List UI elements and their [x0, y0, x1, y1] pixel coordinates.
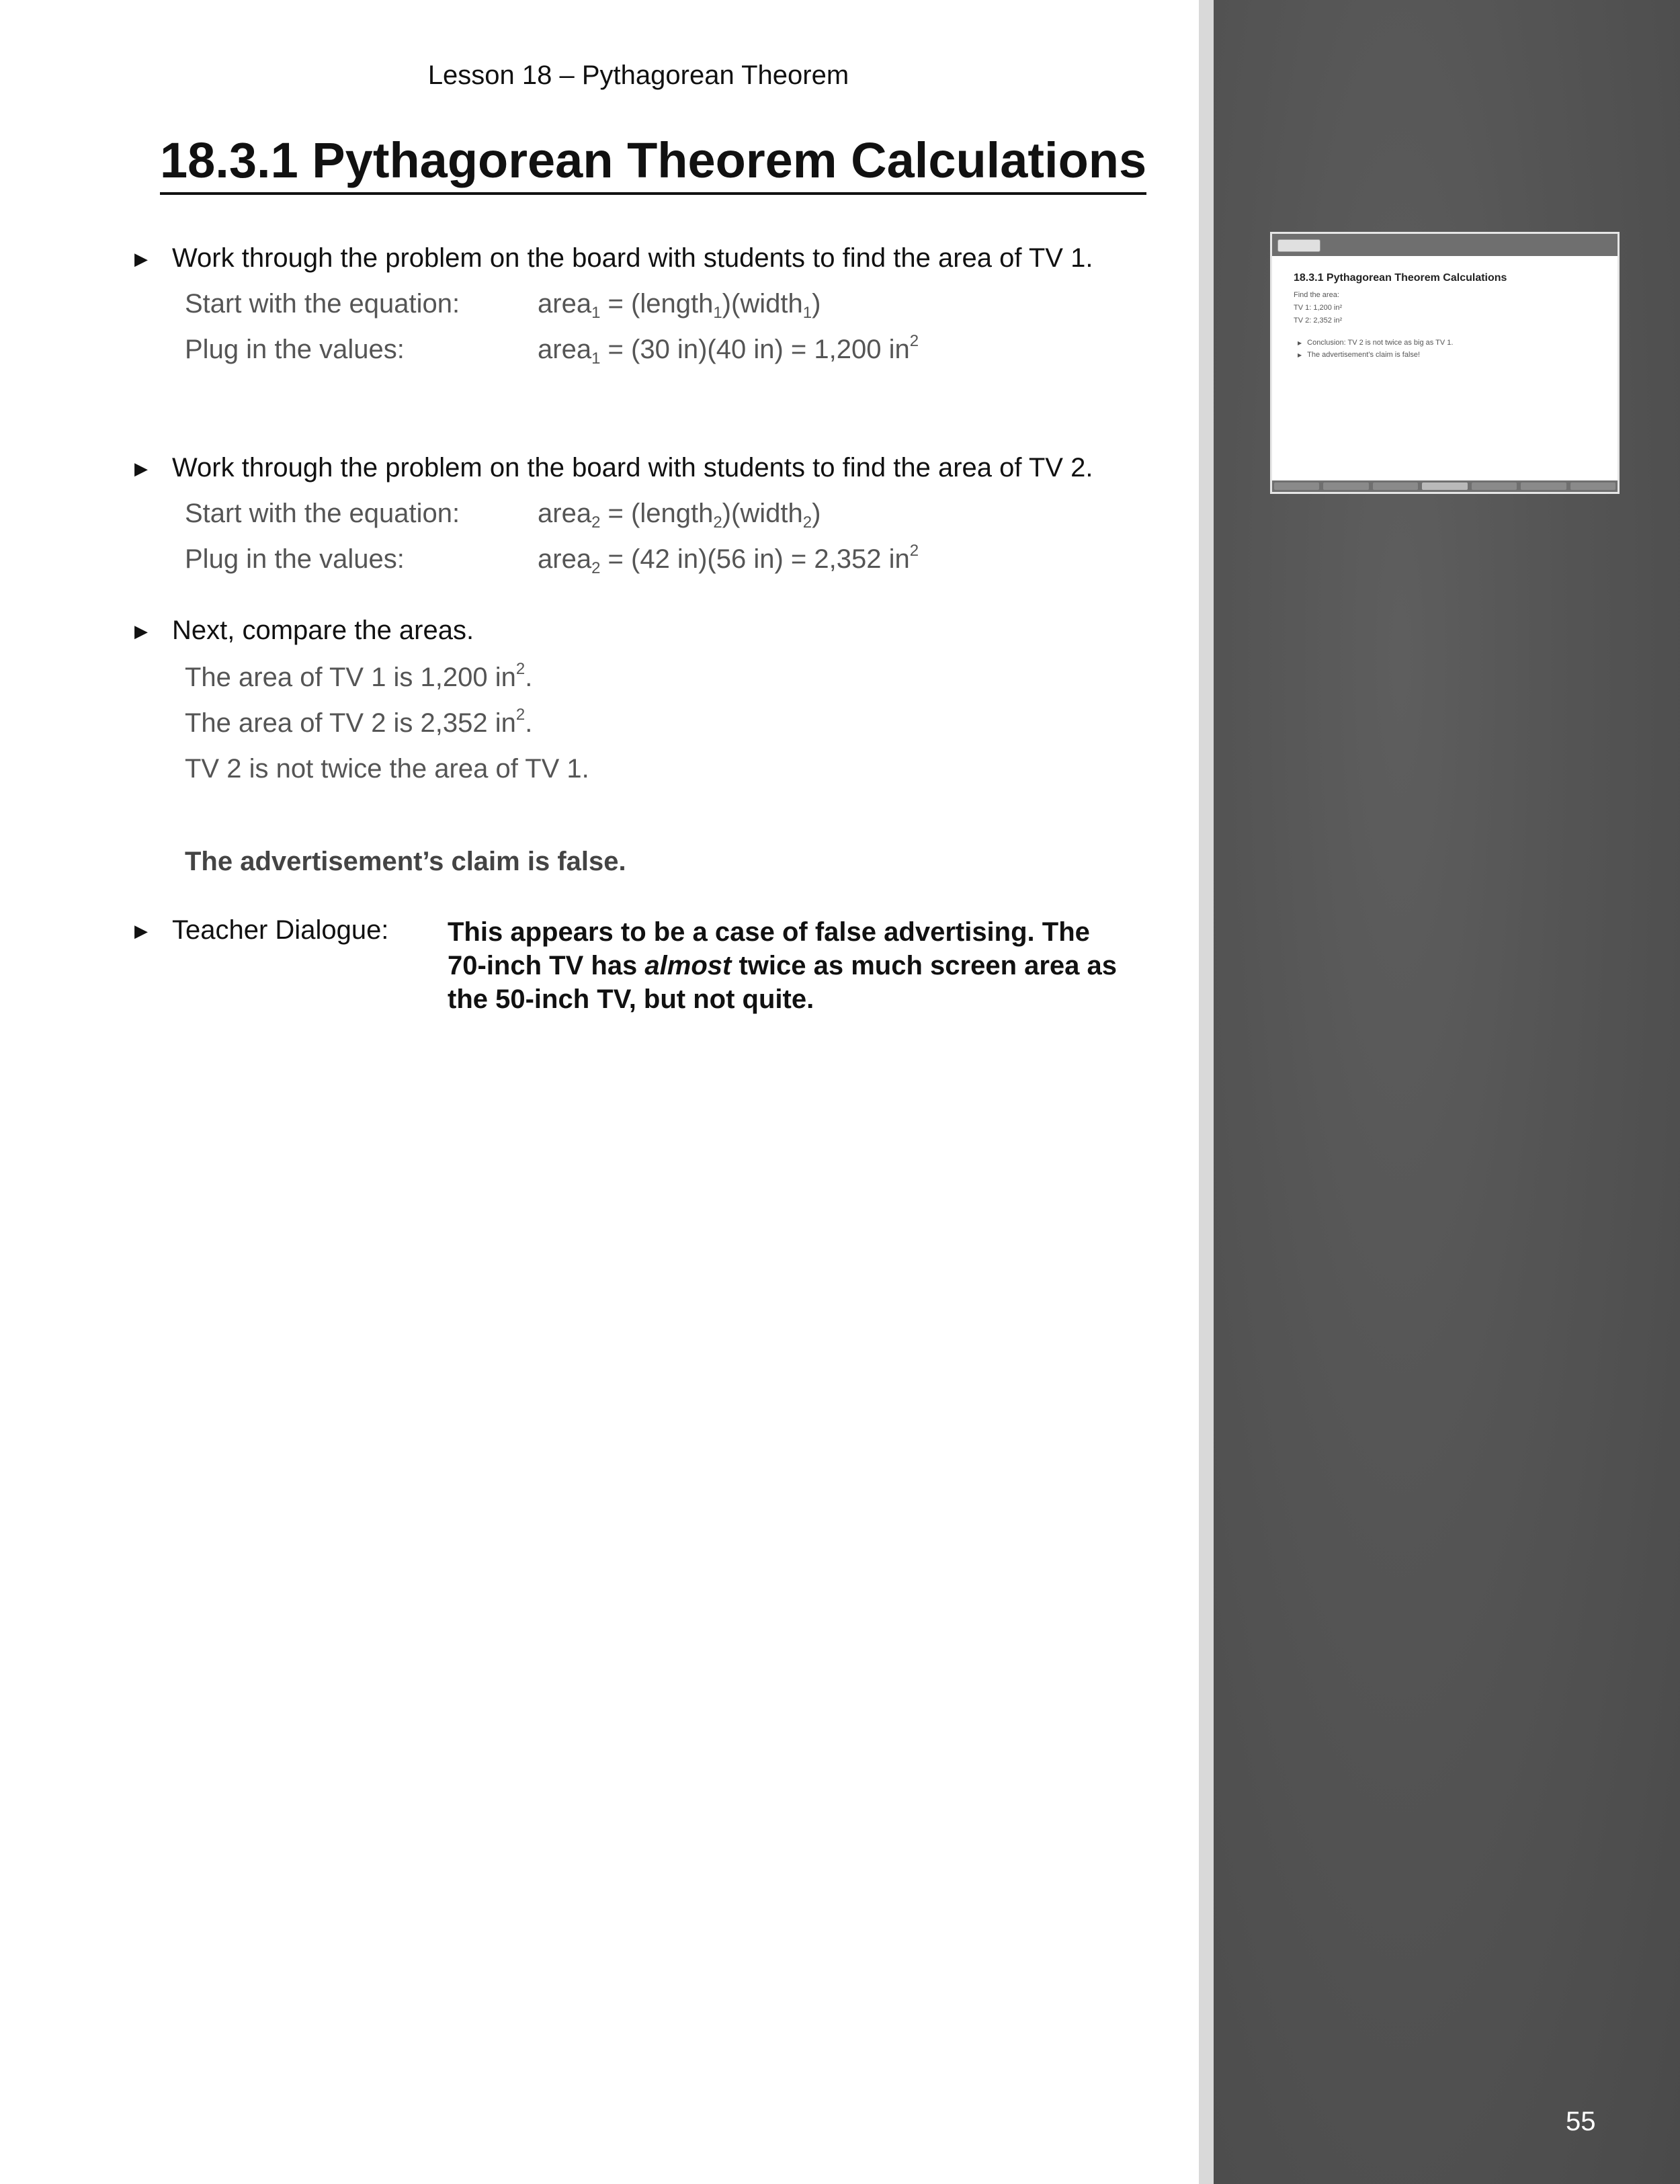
- slide-header: [1272, 234, 1618, 256]
- slide-bullet: [1298, 339, 1596, 347]
- emphasis-almost: almost: [644, 951, 732, 980]
- slide-logo: [1277, 239, 1320, 252]
- slide-line: TV 1: 1,200 in²: [1294, 304, 1343, 312]
- claim-conclusion: The advertisement’s claim is false.: [185, 847, 626, 876]
- teacher-dialogue-label: Teacher Dialogue:: [172, 915, 389, 945]
- compare-line-2: The area of TV 2 is 2,352 $in^2$.: [185, 706, 533, 738]
- bullet-triangle-icon: ▶: [134, 249, 148, 269]
- bullet-triangle-icon: ▶: [134, 458, 148, 478]
- bullet-tv2: Work through the problem on the board with students to find the area of TV 2.: [172, 453, 1093, 482]
- bullet-triangle-icon: ▶: [134, 921, 148, 941]
- values-label: Plug in the values:: [185, 544, 405, 574]
- lesson-header: Lesson 18 – Pythagorean Theorem: [427, 60, 849, 90]
- page-number: 55: [1566, 2107, 1596, 2136]
- slide-line: Find the area:: [1294, 291, 1339, 299]
- slide-nav-tab: [1373, 482, 1418, 490]
- equation-label: Start with the equation:: [185, 289, 460, 319]
- teacher-dialogue-text: This appears to be a case of false advertising. The 70-inch TV has almost twice as much screen area as the 50-inch TV, but not quite.: [448, 917, 1118, 1014]
- slide-nav-tab: [1472, 482, 1517, 490]
- slide-bullet: [1298, 351, 1596, 359]
- slide-nav-tab: [1274, 482, 1319, 490]
- page-divider-strip: [1199, 0, 1214, 2184]
- slide-nav-bar: [1272, 480, 1618, 492]
- values-tv1: area$_1$ = (30 in)(40 in) = 1,200 $in^2$: [538, 332, 919, 368]
- values-label: Plug in the values:: [185, 335, 405, 364]
- page-title: 18.3.1 Pythagorean Theorem Calculations: [160, 134, 1146, 195]
- bullet-tv1: Work through the problem on the board with students to find the area of TV 1.: [172, 243, 1093, 273]
- slide-line: TV 2: 2,352 in²: [1294, 317, 1343, 325]
- compare-line-1: The area of TV 1 is 1,200 $in^2$.: [185, 660, 533, 692]
- equation-label: Start with the equation:: [185, 499, 460, 528]
- equation-tv1: area$_1$ = (length$_1$)(width$_1$): [538, 289, 821, 322]
- slide-bullet-text: Conclusion: TV 2 is not twice as big as TV 1.: [1307, 339, 1454, 347]
- bullet-triangle-icon: ▶: [134, 621, 148, 641]
- bullet-triangle-icon: ▶: [1298, 352, 1302, 358]
- slide-nav-tab: [1521, 482, 1566, 490]
- slide-nav-tab: [1323, 482, 1368, 490]
- slide-title: 18.3.1 Pythagorean Theorem Calculations: [1294, 272, 1507, 284]
- slide-thumbnail: [1270, 232, 1620, 494]
- equation-tv2: area$_2$ = (length$_2$)(width$_2$): [538, 499, 821, 532]
- slide-nav-tab: [1422, 482, 1467, 490]
- slide-nav-tab: [1570, 482, 1615, 490]
- compare-line-3: TV 2 is not twice the area of TV 1.: [185, 754, 589, 784]
- bullet-compare: Next, compare the areas.: [172, 616, 474, 645]
- slide-bullet-text: The advertisement’s claim is false!: [1307, 351, 1421, 359]
- bullet-triangle-icon: ▶: [1298, 340, 1302, 346]
- values-tv2: area$_2$ = (42 in)(56 in) = 2,352 $in^2$: [538, 542, 919, 577]
